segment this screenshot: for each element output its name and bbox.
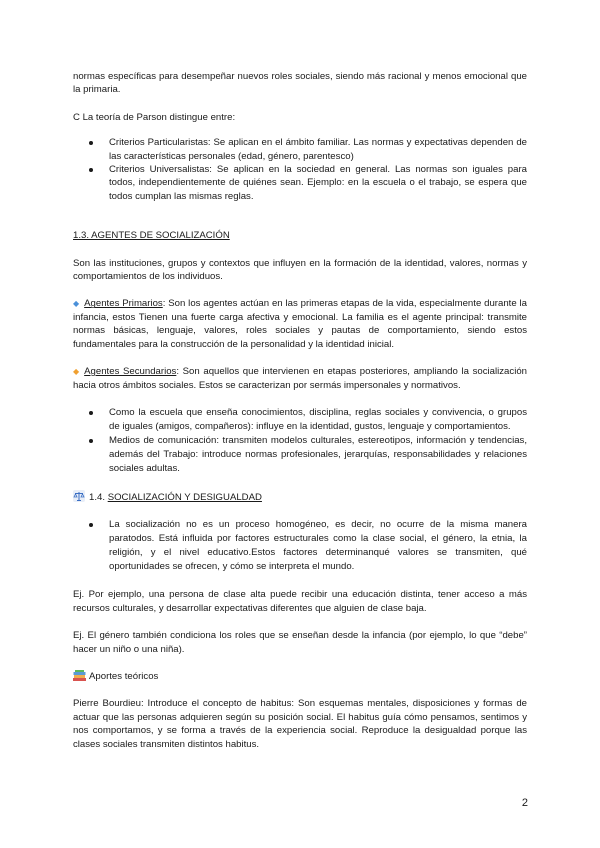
agentes-primarios-term: Agentes Primarios <box>84 298 163 310</box>
example-genero: Ej. El género también condiciona los roles que se enseñan desde la infancia (por ejemplo, lo que “debe” hacer un niño o una niña). <box>73 630 527 655</box>
list-item: Criterios Universalistas: Se aplican en la sociedad en general. Las normas son iguales para todos, independientemente de quiénes sean. Ejemplo: en la escuela o el trabajo, se espera que todos cumplan las mismas reglas. <box>73 163 527 203</box>
agentes-definition: Son las instituciones, grupos y contextos que influyen en la formación de la identidad, valores, normas y comportamientos de los individuos. <box>73 257 527 283</box>
page-content <box>73 70 527 751</box>
balance-scale-icon <box>73 490 85 502</box>
list-item: Criterios Particularistas: Se aplican en el ámbito familiar. Las normas y expectativas dependen de las características personales (edad, género, parentesco) <box>73 136 527 163</box>
orange-diamond-icon: ◆ <box>73 367 80 377</box>
desigualdad-list <box>73 518 527 574</box>
list-item: La socialización no es un proceso homogéneo, es decir, no ocurre de la misma manera paratodos. Está influida por factores estructurales como la clase social, el género, la etnia, la religión, y el nivel educativo.Estos factores determinanqué valores se transmiten, qué oportunidades se ofrecen, y cómo se interpreta el mundo. <box>73 518 527 574</box>
list-item: Medios de comunicación: transmiten modelos culturales, estereotipos, información y tendencias, además del Trabajo: introduce normas profesionales, jerarquías, responsabilidades y relaciones sociales adultas. <box>73 434 527 476</box>
bullet-icon <box>89 411 93 415</box>
section-heading-desigualdad: 1.4. SOCIALIZACIÓN Y DESIGUALDAD <box>73 490 527 504</box>
bourdieu-paragraph: Pierre Bourdieu: Introduce el concepto de habitus: Son esquemas mentales, disposiciones y formas de actuar que las personas adquieren según su posición social. El habitus guía cómo pensamos, sentimos y nos comportamos, y se forma a través de la experiencia social. Reproduce la desigualdad porque las clases sociales transmiten distintos habitus. <box>73 698 527 750</box>
example-clase: Ej. Por ejemplo, una persona de clase alta puede recibir una educación distinta, tener acceso a más recursos culturales, y desarrollar expectativas diferentes que alguien de clase baja. <box>73 589 527 614</box>
books-icon <box>73 670 86 681</box>
secundarios-list <box>73 406 527 476</box>
bullet-icon <box>89 168 93 172</box>
aportes-heading: Aportes teóricos <box>73 670 527 683</box>
section-heading-agentes: 1.3. AGENTES DE SOCIALIZACIÓN <box>73 230 230 242</box>
agentes-secundarios-term: Agentes Secundarios <box>84 366 177 378</box>
bullet-icon <box>89 523 93 527</box>
bullet-icon <box>89 141 93 145</box>
parson-intro: C La teoría de Parson distingue entre: <box>73 111 236 123</box>
blue-diamond-icon: ◆ <box>73 299 80 309</box>
intro-continuation: normas específicas para desempeñar nuevos roles sociales, siendo más racional y menos emocional que la primaria. <box>73 71 527 96</box>
bullet-icon <box>89 439 93 443</box>
page-number: 2 <box>521 797 528 809</box>
list-item: Como la escuela que enseña conocimientos, disciplina, reglas sociales y convivencia, o grupos de iguales (amigos, compañeros): influye en la identidad, gustos, lenguaje y comportamientos. <box>73 406 527 434</box>
parson-criteria-list <box>73 136 527 203</box>
agentes-secundarios-paragraph: ◆ Agentes Secundarios: Son aquellos que intervienen en etapas posteriores, ampliando la socialización hacia otros ámbitos sociales. Estos se caracterizan por sermás impersonales y normativos. <box>73 366 527 391</box>
agentes-primarios-paragraph: ◆ Agentes Primarios: Son los agentes actúan en las primeras etapas de la vida, especialmente durante la infancia, estos Tienen una fuerte carga afectiva y emocional. La familia es el agente principal: transmite normas básicas, lenguaje, valores, roles sociales y pautas de comportamiento, siendo estos fundamentales para la construcción de la personalidad y la identidad inicial. <box>73 298 527 350</box>
